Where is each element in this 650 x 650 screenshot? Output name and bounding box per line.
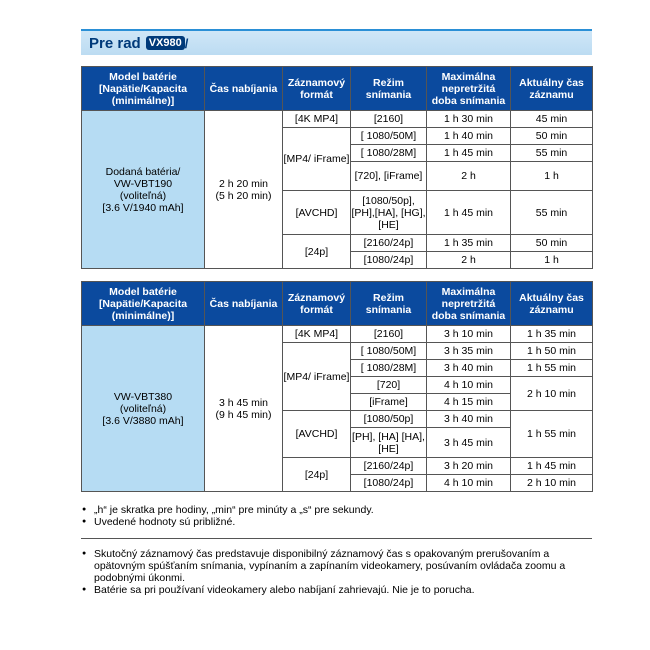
max-cell: 3 h 10 min — [427, 326, 511, 343]
charge-line: (9 h 45 min) — [215, 408, 272, 421]
note-item: ● „h“ je skratka pre hodiny, „min“ pre minúty a „s“ pre sekundy. — [82, 504, 592, 516]
mode-cell: [1080/50p] — [351, 411, 427, 428]
actual-cell: 1 h 55 min — [511, 360, 593, 377]
banner-title: Pre rad — [89, 34, 141, 52]
actual-cell: 1 h 50 min — [511, 343, 593, 360]
header-mode: Režim snímania — [351, 67, 427, 111]
mode-cell: [2160/24p] — [351, 458, 427, 475]
mode-cell: [1080/24p] — [351, 475, 427, 492]
header-battery: Model batérie [Napätie/Kapacita (minimálne)] — [82, 67, 205, 111]
format-cell: [MP4/ iFrame] — [283, 128, 351, 191]
header-max: Maximálna nepretržitá doba snímania — [427, 282, 511, 326]
section-banner — [81, 29, 592, 55]
mode-cell: [ 1080/50M] — [351, 343, 427, 360]
format-cell: [24p] — [283, 458, 351, 492]
battery-table-2 — [81, 281, 593, 492]
battery-line: [3.6 V/1940 mAh] — [102, 201, 184, 214]
battery-line: (voliteľná) — [119, 402, 167, 415]
actual-cell: 2 h 10 min — [511, 475, 593, 492]
max-cell: 1 h 35 min — [427, 235, 511, 252]
max-cell: 2 h — [427, 162, 511, 191]
header-battery: Model batérie [Napätie/Kapacita (minimálne)] — [82, 282, 205, 326]
battery-cell — [82, 111, 205, 269]
actual-cell: 1 h 55 min — [511, 411, 593, 458]
header-actual: Aktuálny čas záznamu — [511, 67, 593, 111]
max-cell: 1 h 45 min — [427, 191, 511, 235]
battery-cell — [82, 326, 205, 492]
format-cell: [AVCHD] — [283, 191, 351, 235]
header-actual: Aktuálny čas záznamu — [511, 282, 593, 326]
max-cell: 3 h 40 min — [427, 411, 511, 428]
charge-cell — [205, 111, 283, 269]
actual-cell: 2 h 10 min — [511, 377, 593, 411]
header-charge: Čas nabíjania — [205, 282, 283, 326]
battery-line: VW-VBT190 — [113, 177, 173, 190]
table-row — [82, 111, 593, 128]
format-cell: [24p] — [283, 235, 351, 269]
format-cell: [4K MP4] — [283, 326, 351, 343]
mode-cell: [iFrame] — [351, 394, 427, 411]
format-cell: [MP4/ iFrame] — [283, 343, 351, 411]
mode-cell: [1080/24p] — [351, 252, 427, 269]
battery-line: (voliteľná) — [119, 189, 167, 202]
actual-cell: 1 h 35 min — [511, 326, 593, 343]
mode-cell: [ 1080/50M] — [351, 128, 427, 145]
notes-list-remarks — [82, 548, 592, 596]
actual-cell: 50 min — [511, 128, 593, 145]
actual-cell: 50 min — [511, 235, 593, 252]
max-cell: 1 h 40 min — [427, 128, 511, 145]
actual-cell: 1 h 45 min — [511, 458, 593, 475]
mode-cell: [2160] — [351, 326, 427, 343]
note-item: ● Uvedené hodnoty sú približné. — [82, 516, 592, 528]
battery-table-1 — [81, 66, 593, 269]
max-cell: 1 h 30 min — [427, 111, 511, 128]
mode-cell: [ 1080/28M] — [351, 145, 427, 162]
header-charge: Čas nabíjania — [205, 67, 283, 111]
actual-cell: 55 min — [511, 191, 593, 235]
battery-line: Dodaná batéria/ — [105, 165, 181, 178]
max-cell: 3 h 45 min — [427, 428, 511, 458]
actual-cell: 1 h — [511, 162, 593, 191]
note-item: ● Skutočný záznamový čas predstavuje disponibilný záznamový čas s opakovaným prerušovaním a opätovným spúšťaním snímania, vypínaním a zapínaním videokamery, posúvaním ovládača zoomu a podobnými úkonmi. — [82, 548, 592, 584]
mode-cell: [PH], [HA] [HA], [HE] — [351, 428, 427, 458]
header-format: Záznamový formát — [283, 67, 351, 111]
actual-cell: 55 min — [511, 145, 593, 162]
header-max: Maximálna nepretržitá doba snímania — [427, 67, 511, 111]
max-cell: 3 h 40 min — [427, 360, 511, 377]
header-format: Záznamový formát — [283, 282, 351, 326]
charge-cell — [205, 326, 283, 492]
max-cell: 1 h 45 min — [427, 145, 511, 162]
header-mode: Režim snímania — [351, 282, 427, 326]
mode-cell: [ 1080/28M] — [351, 360, 427, 377]
charge-line: 2 h 20 min — [218, 177, 269, 190]
note-item: ● Batérie sa pri používaní videokamery alebo nabíjaní zahrievajú. Nie je to porucha. — [82, 584, 592, 596]
max-cell: 4 h 15 min — [427, 394, 511, 411]
actual-cell: 1 h — [511, 252, 593, 269]
max-cell: 4 h 10 min — [427, 377, 511, 394]
max-cell: 3 h 35 min — [427, 343, 511, 360]
actual-cell: 45 min — [511, 111, 593, 128]
mode-cell: [1080/50p], [PH],[HA], [HG], [HE] — [351, 191, 427, 235]
format-cell: [AVCHD] — [283, 411, 351, 458]
mode-cell: [720], [iFrame] — [351, 162, 427, 191]
battery-line: VW-VBT380 — [113, 390, 173, 403]
table-header-row — [82, 67, 593, 111]
max-cell: 2 h — [427, 252, 511, 269]
table-header-row — [82, 282, 593, 326]
charge-line: (5 h 20 min) — [215, 189, 272, 202]
mode-cell: [2160] — [351, 111, 427, 128]
model-badge: VX980 — [146, 36, 185, 50]
format-cell: [4K MP4] — [283, 111, 351, 128]
max-cell: 4 h 10 min — [427, 475, 511, 492]
divider — [81, 538, 592, 539]
mode-cell: [720] — [351, 377, 427, 394]
battery-line: [3.6 V/3880 mAh] — [102, 414, 184, 427]
banner-slash: / — [184, 35, 189, 51]
max-cell: 3 h 20 min — [427, 458, 511, 475]
mode-cell: [2160/24p] — [351, 235, 427, 252]
notes-list-units — [82, 504, 592, 528]
charge-line: 3 h 45 min — [218, 396, 269, 409]
table-row — [82, 326, 593, 343]
